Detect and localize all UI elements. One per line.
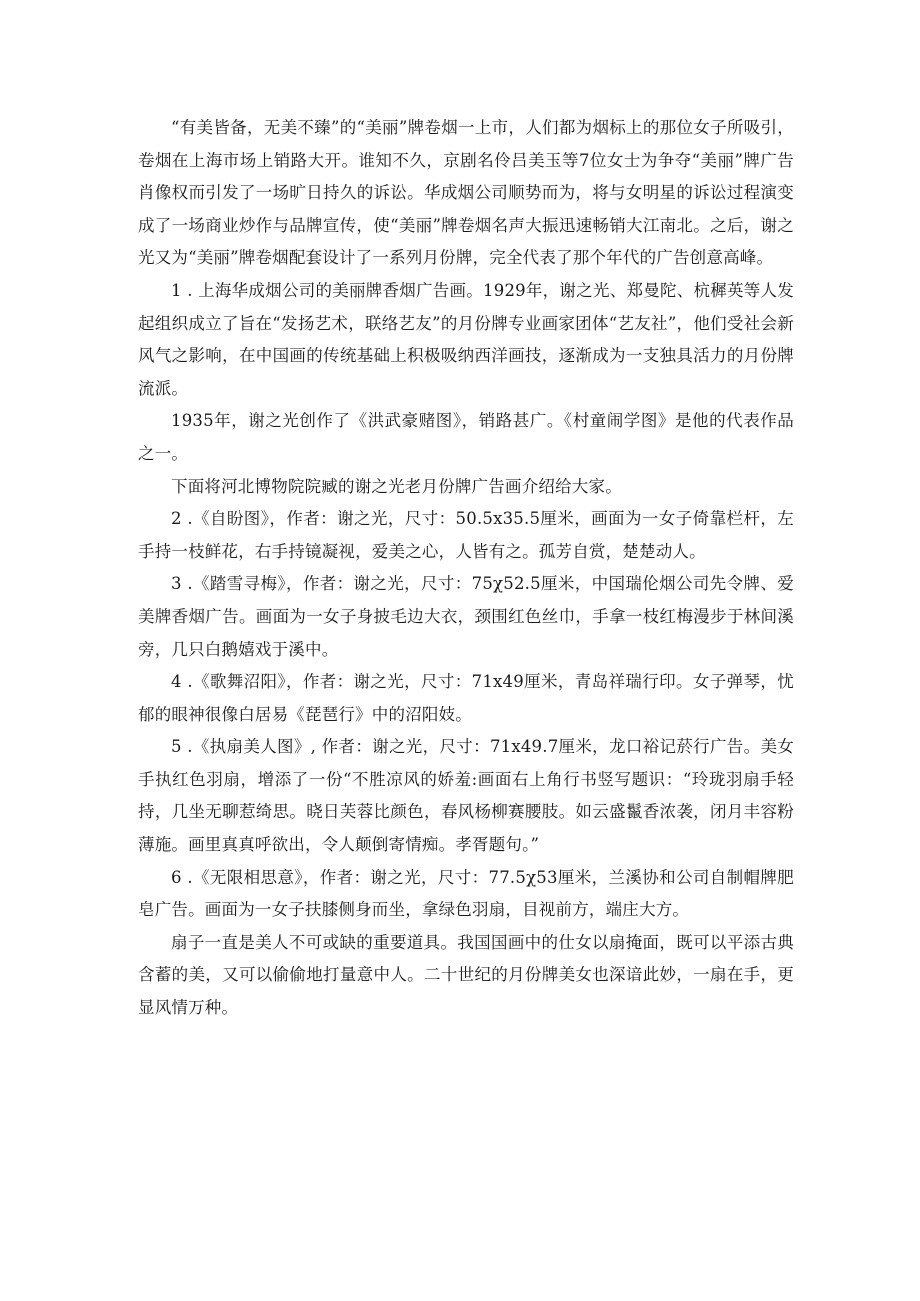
- paragraph-item-4: 4 .《歌舞沼阳》，作者：谢之光，尺寸：71x49厘米，青岛祥瑞行印。女子弹琴，忧郁的眼神很像白居易《琵琶行》中的沼阳妓。: [138, 672, 794, 724]
- document-body: [138, 112, 794, 1025]
- paragraph-item-1: 1 . 上海华成烟公司的美丽牌香烟广告画。1929年，谢之光、郑曼陀、杭穉英等人发起组织成立了旨在“发扬艺术，联络艺友”的月份牌专业画家团体“艺友社”，他们受社会新风气之影响，在中国画的传统基础上积极吸纳西洋画技，逐渐成为一支独具活力的月份牌流派。: [138, 280, 794, 398]
- paragraph-1935: 1935年，谢之光创作了《洪武豪赌图》，销路甚广。《村童闹学图》是他的代表作品之一。: [138, 411, 794, 463]
- paragraph-item-6: 6 .《无限相思意》，作者：谢之光，尺寸：77.5χ53厘米，兰溪协和公司自制帽牌肥皂广告。画面为一女子扶膝侧身而坐，拿绿色羽扇，目视前方，端庄大方。: [138, 867, 794, 920]
- paragraph-intro: “有美皆备，无美不臻”的“美丽”牌卷烟一上市，人们都为烟标上的那位女子所吸引，卷烟在上海市场上销路大开。谁知不久，京剧名伶吕美玉等7位女士为争夺“美丽”牌广告肖像权而引发了一场旷日持久的诉讼。华成烟公司顺势而为，将与女明星的诉讼过程演变成了一场商业炒作与品牌宣传，使“美丽”牌卷烟名声大振迅速畅销大江南北。之后，谢之光又为“美丽”牌卷烟配套设计了一系列月份牌，完全代表了那个年代的广告创意高峰。: [138, 118, 794, 268]
- paragraph-introduction-line: 下面将河北博物院院臧的谢之光老月份牌广告画介绍给大家。: [171, 476, 622, 496]
- paragraph-fan-conclusion: 扇子一直是美人不可或缺的重要道具。我国国画中的仕女以扇掩面，既可以平添古典含蓄的美，又可以偷偷地打量意中人。二十世纪的月份牌美女也深谙此妙，一扇在手，更显风情万种。: [138, 932, 794, 1018]
- paragraph-item-3: 3 .《踏雪寻梅》，作者：谢之光，尺寸：75χ52.5厘米，中国瑞伦烟公司先令牌、爱美牌香烟广告。画面为一女子身披毛边大衣，颈围红色丝巾，手拿一枝红梅漫步于林间溪旁，几只白鹅嬉戏于溪中。: [138, 574, 794, 659]
- paragraph-item-5: 5 .《执扇美人图》, 作者：谢之光，尺寸：71x49.7厘米，龙口裕记菸行广告。美女手执红色羽扇，增添了一份“不胜凉风的娇羞:画面右上角行书竖写题识：“玲珑羽扇手轻持，几坐无聊惹绮思。晓日芙蓉比颜色，春风杨柳赛腰肢。如云盛鬣香浓袭，闭月丰容粉薄施。画里真真呼欲出，令人颠倒寄情痴。孝胥题句。”: [138, 737, 794, 855]
- paragraph-item-2: 2 .《自盼图》，作者：谢之光，尺寸：50.5x35.5厘米，画面为一女子倚靠栏杆，左手持一枝鲜花，右手持镜凝视，爱美之心，人皆有之。孤芳自赏，楚楚动人。: [138, 509, 794, 561]
